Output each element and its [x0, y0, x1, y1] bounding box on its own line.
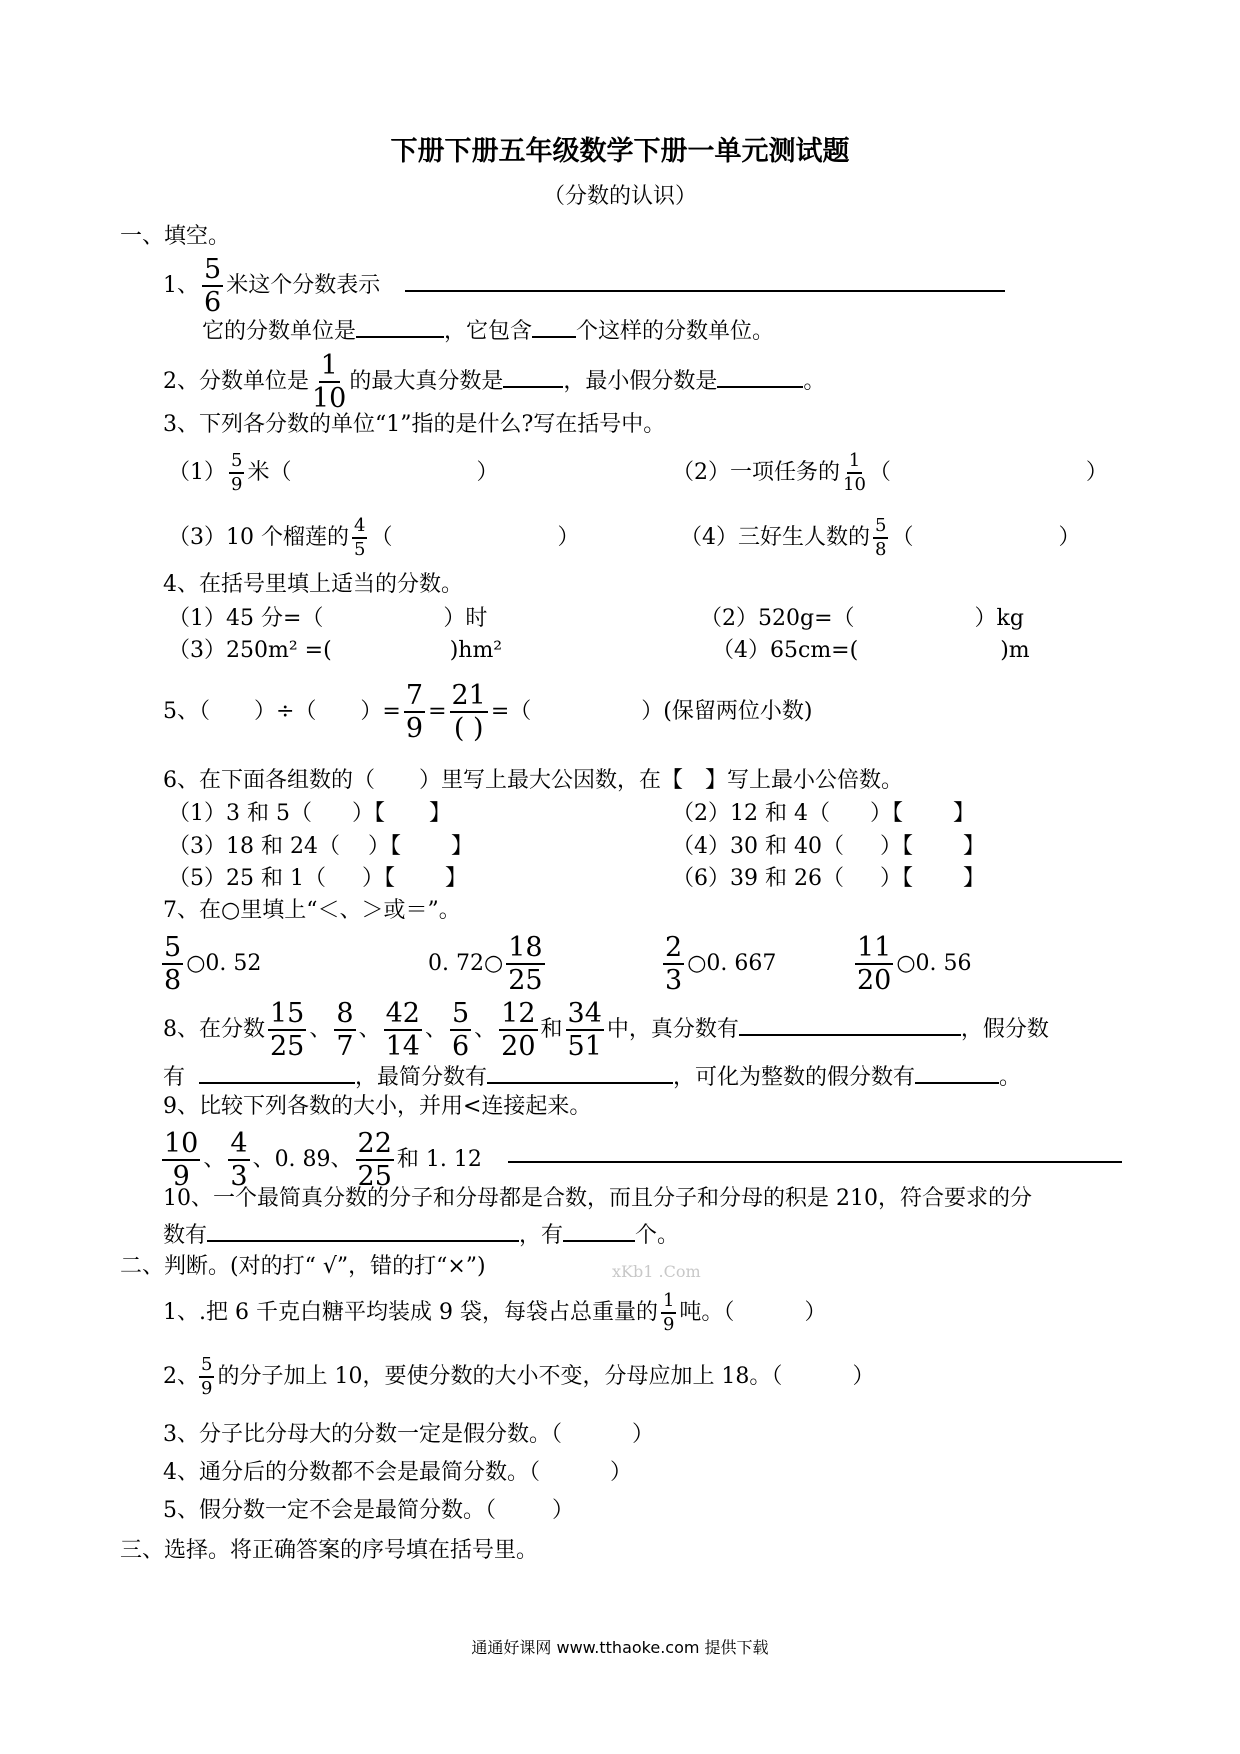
section-2-heading: 二、判断。(对的打“ √”，错的打“×”): [120, 1254, 486, 1279]
q1-line2: 它的分数单位是 ，它包含 个这样的分数单位。: [202, 319, 775, 344]
q6-item-2: （2）12 和 4（ ）【 】: [672, 801, 976, 826]
q2: 2、分数单位是 $\frac{1}{10}$ 的最大真分数是 ，最小假分数是 。: [163, 350, 826, 414]
answer-blank[interactable]: [503, 368, 563, 388]
q1: [163, 256, 380, 316]
q1-number: 1、: [163, 273, 199, 298]
q2-fraction: $\frac{1}{10}$: [312, 350, 347, 414]
watermark: xKb1 .Com: [612, 1262, 701, 1281]
answer-blank[interactable]: [487, 1064, 673, 1084]
q1-fraction: $\frac{5}{6}$: [204, 254, 222, 318]
q7-heading: 7、在○里填上“＜、＞或＝”。: [163, 898, 461, 923]
q3-item-1: （1） $\frac{5}{9}$ 米（ ）: [168, 450, 499, 495]
q8-line-1: 8、在分数 $\frac{15}{25}$ 、 $\frac{8}{7}$ 、 $\frac{42}{14}$ 、 $\frac{5}{6}$ 、 $\frac{12}{20}$ 和 $\frac{34}{51}$ 中，真分数有 ，假分数: [163, 998, 1049, 1062]
q7-compare-1: $\frac{5}{8}$ ○0. 52: [164, 932, 262, 996]
q9-answer-line[interactable]: [508, 1161, 1122, 1163]
q3-item-2: （2）一项任务的 $\frac{1}{10}$ （ ）: [672, 450, 1108, 495]
q1-answer-line[interactable]: [405, 290, 1005, 292]
q7-compare-3: $\frac{2}{3}$ ○0. 667: [665, 932, 777, 996]
judge-2: 2、 $\frac{5}{9}$ 的分子加上 10，要使分数的大小不变，分母应加上 18。（ ）: [163, 1354, 875, 1399]
q10-line-2: 数有 ，有 个。: [163, 1223, 680, 1248]
judge-3: 3、分子比分母大的分数一定是假分数。（ ）: [163, 1422, 655, 1447]
answer-blank[interactable]: [356, 318, 444, 338]
answer-blank[interactable]: [739, 1016, 961, 1036]
q9-numbers: $\frac{10}{9}$ 、 $\frac{4}{3}$ 、0. 89、 $\frac{22}{25}$ 和 1. 12: [164, 1128, 482, 1192]
section-3-heading: 三、选择。将正确答案的序号填在括号里。: [120, 1538, 539, 1563]
q7-compare-2: 0. 72○ $\frac{18}{25}$: [428, 932, 543, 996]
answer-blank[interactable]: [199, 1064, 355, 1084]
q1-text: 米这个分数表示: [226, 273, 381, 298]
answer-blank[interactable]: [915, 1064, 999, 1084]
answer-blank[interactable]: [717, 368, 803, 388]
q4-item-1: （1）45 分=（ ）时: [168, 606, 488, 631]
q6-item-1: （1）3 和 5（ ）【 】: [168, 801, 452, 826]
q4-item-3: （3）250m² =( )hm²: [168, 638, 503, 663]
q4-item-4: （4）65cm=( )m: [712, 638, 1030, 663]
q3-item-4: （4）三好生人数的 $\frac{5}{8}$ （ ）: [680, 515, 1081, 560]
judge-4: 4、通分后的分数都不会是最简分数。（ ）: [163, 1460, 633, 1485]
section-1-heading: 一、填空。: [120, 224, 231, 249]
q6-item-6: （6）39 和 26（ ）【 】: [672, 866, 986, 891]
q7-compare-4: $\frac{11}{20}$ ○0. 56: [857, 932, 972, 996]
answer-blank[interactable]: [532, 318, 576, 338]
q4-item-2: （2）520g=（ ）kg: [700, 606, 1024, 631]
q8-line-2: 有 ，最简分数有 ，可化为整数的假分数有 。: [163, 1065, 1022, 1090]
q6-item-3: （3）18 和 24（ ）【 】: [168, 834, 474, 859]
q6-heading: 6、在下面各组数的（ ）里写上最大公因数，在【 】写上最小公倍数。: [163, 768, 903, 793]
q4-heading: 4、在括号里填上适当的分数。: [163, 572, 463, 597]
answer-blank[interactable]: [207, 1222, 519, 1242]
q9-heading: 9、比较下列各数的大小，并用<连接起来。: [163, 1094, 592, 1119]
q3-heading: 3、下列各分数的单位“1”指的是什么?写在括号中。: [163, 412, 666, 437]
answer-blank[interactable]: [563, 1222, 635, 1242]
q10-line-1: 10、一个最简真分数的分子和分母都是合数，而且分子和分母的积是 210，符合要求的分: [163, 1186, 1032, 1211]
page-title: 下册下册五年级数学下册一单元测试题: [390, 136, 850, 167]
q6-item-5: （5）25 和 1（ ）【 】: [168, 866, 468, 891]
q6-item-4: （4）30 和 40（ ）【 】: [672, 834, 986, 859]
q3-item-3: （3）10 个榴莲的 $\frac{4}{5}$ （ ）: [168, 515, 580, 560]
page-subtitle: （分数的认识）: [542, 184, 697, 209]
judge-1: 1、.把 6 千克白糖平均装成 9 袋，每袋占总重量的 $\frac{1}{9}$ 吨。（ ）: [163, 1290, 827, 1335]
judge-5: 5、假分数一定不会是最简分数。（ ）: [163, 1498, 575, 1523]
footer-credit: 通通好课网 www.tthaoke.com 提供下载: [471, 1638, 769, 1657]
q5: 5、（ ）÷（ ）= $\frac{7}{9}$ = $\frac{21}{( )}$ =（ ）(保留两位小数): [163, 680, 813, 744]
